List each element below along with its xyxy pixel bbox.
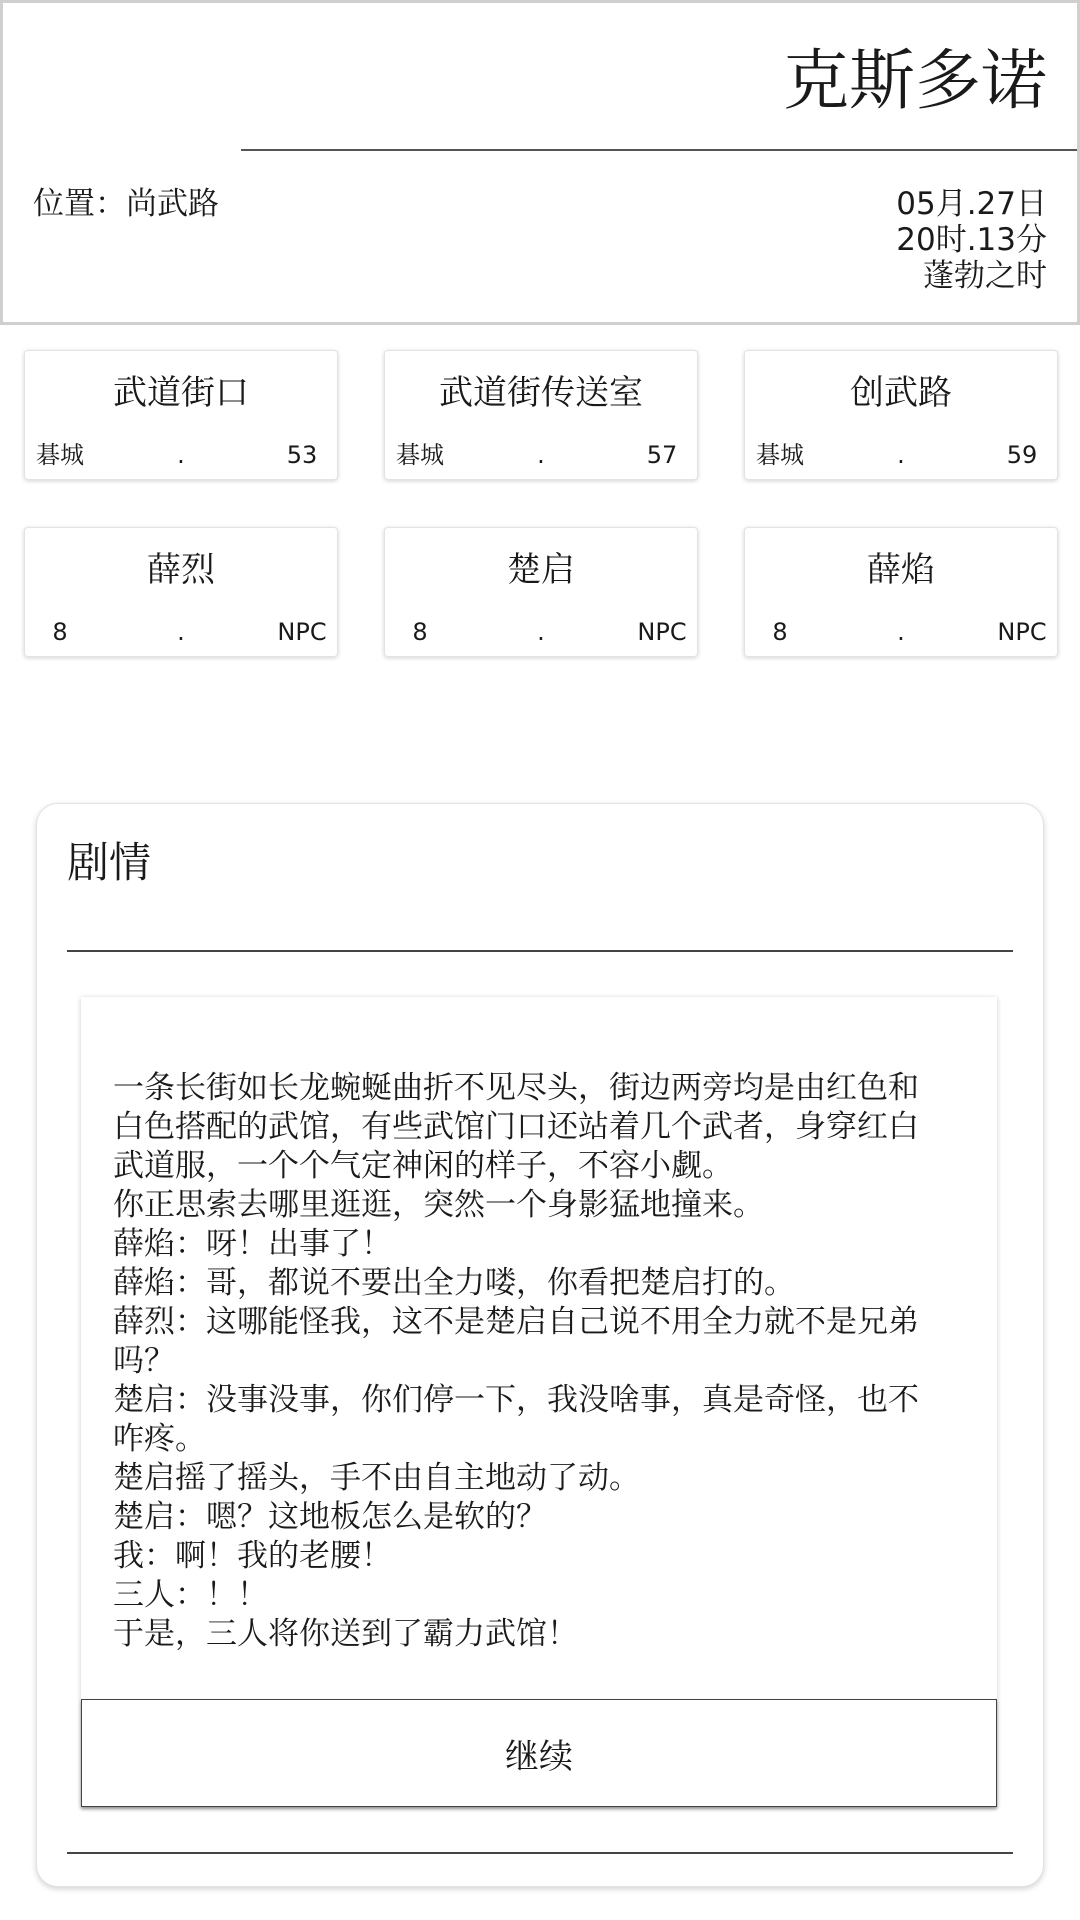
story-divider-top <box>67 950 1013 952</box>
location-separator: . <box>537 441 545 469</box>
story-line: 于是，三人将你送到了霸力武馆！ <box>113 1616 578 1652</box>
npc-name: 薛烈 <box>147 550 215 590</box>
location-region: 碁城 <box>756 441 804 469</box>
location-separator: . <box>177 441 185 469</box>
story-text <box>113 1069 973 1654</box>
game-time <box>896 186 1047 294</box>
location-card-wudaojiekou[interactable] <box>24 350 338 480</box>
npc-card-xueyan[interactable] <box>744 527 1058 657</box>
story-line: 一条长街如长龙蜿蜒曲折不见尽头，街边两旁均是由红色和 <box>113 1070 919 1106</box>
location-name: 创武路 <box>850 373 952 413</box>
npc-level: 8 <box>772 618 788 646</box>
story-line: 武道服，一个个气定神闲的样子，不容小觑。 <box>113 1148 733 1184</box>
continue-button[interactable]: 继续 <box>81 1699 997 1807</box>
story-divider-bottom <box>67 1852 1013 1854</box>
npc-name: 薛焰 <box>867 550 935 590</box>
story-panel <box>36 803 1044 1887</box>
location-value: 59 <box>1006 441 1038 469</box>
header-panel <box>0 0 1080 325</box>
location-value: 57 <box>646 441 678 469</box>
location-label: 位置：尚武路 <box>33 186 219 222</box>
game-period: 蓬勃之时 <box>923 258 1047 294</box>
story-heading: 剧情 <box>67 838 152 887</box>
header-divider <box>241 149 1077 151</box>
npc-card-xuelie[interactable] <box>24 527 338 657</box>
npc-level: 8 <box>412 618 428 646</box>
location-region: 碁城 <box>36 441 84 469</box>
npc-type: NPC <box>637 618 687 646</box>
location-separator: . <box>897 441 905 469</box>
location-card-teleport-room[interactable] <box>384 350 698 480</box>
npc-separator: . <box>177 618 185 646</box>
story-line: 薛烈：这哪能怪我，这不是楚启自己说不用全力就不是兄弟 <box>113 1304 919 1340</box>
game-clock: 20时.13分 <box>896 222 1047 258</box>
npc-name: 楚启 <box>507 550 575 590</box>
page-title: 克斯多诺 <box>783 42 1047 119</box>
story-line: 白色搭配的武馆，有些武馆门口还站着几个武者，身穿红白 <box>113 1109 919 1145</box>
location-region: 碁城 <box>396 441 444 469</box>
story-line: 楚启：嗯？这地板怎么是软的？ <box>113 1499 547 1535</box>
story-line: 咋疼。 <box>113 1421 206 1457</box>
npc-separator: . <box>897 618 905 646</box>
npc-separator: . <box>537 618 545 646</box>
location-name: 武道街传送室 <box>439 373 643 413</box>
game-date: 05月.27日 <box>896 186 1047 222</box>
story-line: 吗？ <box>113 1343 175 1379</box>
story-line: 薛焰：呀！出事了！ <box>113 1226 392 1262</box>
story-textbox[interactable] <box>81 997 997 1807</box>
story-line: 三人：！！ <box>113 1577 268 1613</box>
story-line: 我：啊！我的老腰！ <box>113 1538 392 1574</box>
npc-level: 8 <box>52 618 68 646</box>
npc-card-chuqi[interactable] <box>384 527 698 657</box>
npc-type: NPC <box>277 618 327 646</box>
story-line: 楚启：没事没事，你们停一下，我没啥事，真是奇怪，也不 <box>113 1382 919 1418</box>
npc-type: NPC <box>997 618 1047 646</box>
location-name: 武道街口 <box>113 373 249 413</box>
story-line: 薛焰：哥，都说不要出全力喽，你看把楚启打的。 <box>113 1265 795 1301</box>
story-line: 楚启摇了摇头，手不由自主地动了动。 <box>113 1460 640 1496</box>
story-line: 你正思索去哪里逛逛，突然一个身影猛地撞来。 <box>113 1187 764 1223</box>
location-value: 53 <box>286 441 318 469</box>
location-card-chuangwulu[interactable] <box>744 350 1058 480</box>
